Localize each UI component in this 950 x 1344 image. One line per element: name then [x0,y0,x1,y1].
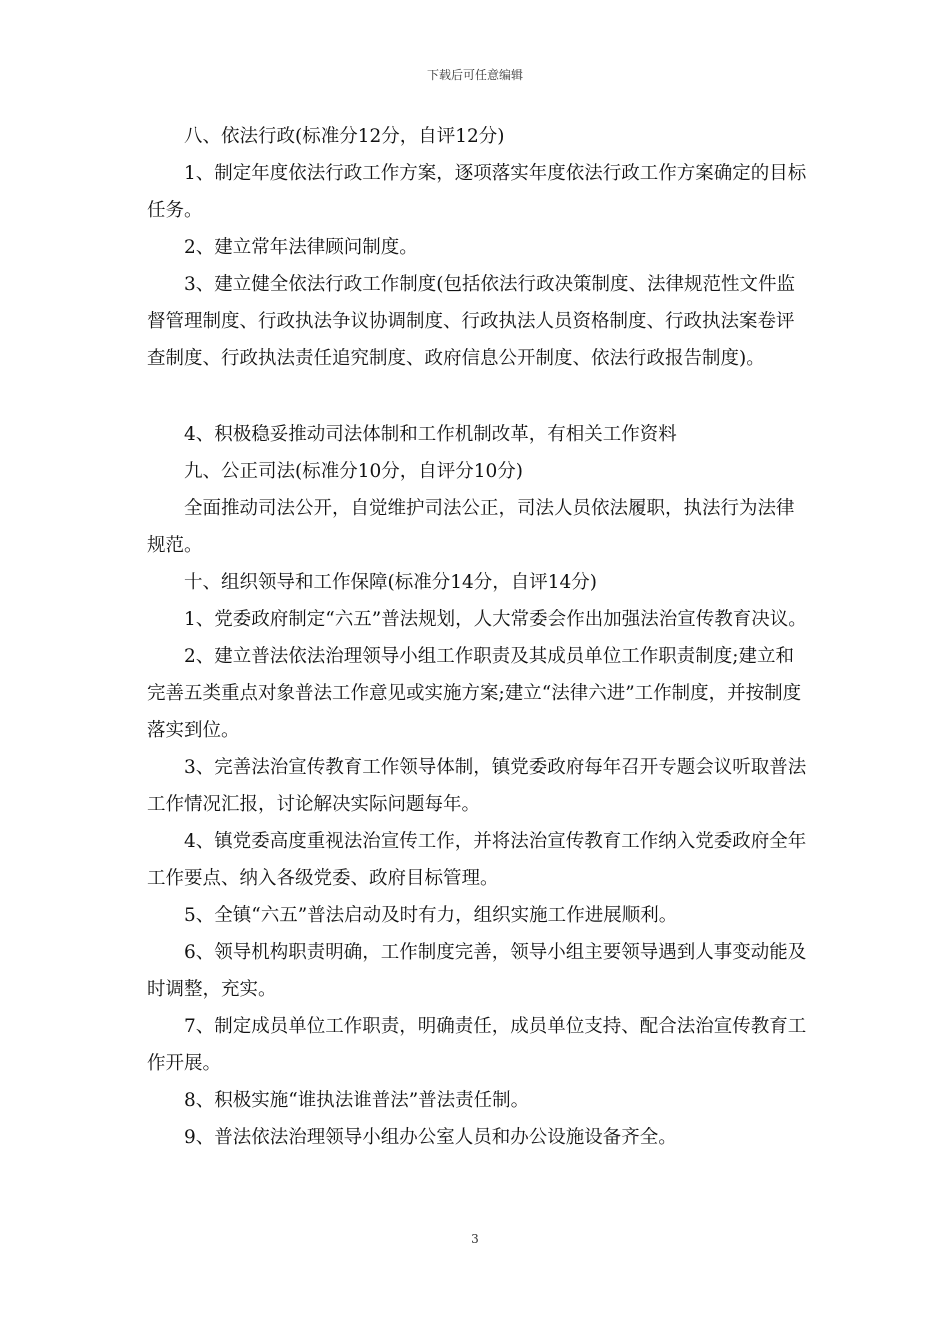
paragraph: 全面推动司法公开，自觉维护司法公正，司法人员依法履职，执法行为法律规范。 [147,498,795,556]
paragraph: 4、镇党委高度重视法治宣传工作，并将法治宣传教育工作纳入党委政府全年工作要点、纳入各级党委、政府目标管理。 [147,831,807,889]
paragraph: 2、建立常年法律顾问制度。 [184,237,418,258]
paragraph: 4、积极稳妥推动司法体制和工作机制改革，有相关工作资料 [184,424,677,445]
paragraph: 6、领导机构职责明确，工作制度完善，领导小组主要领导遇到人事变动能及时调整，充实。 [147,942,807,1000]
paragraph: 3、建立健全依法行政工作制度(包括依法行政决策制度、法律规范性文件监督管理制度、行政执法争议协调制度、行政执法人员资格制度、行政执法案卷评查制度、行政执法责任追究制度、政府信息公开制度、依法行政报告制度)。 [147,274,795,369]
section-heading-nine: 九、公正司法(标准分10分，自评分10分) [184,461,524,482]
paragraph: 8、积极实施“谁执法谁普法”普法责任制。 [184,1090,530,1111]
paragraph: 7、制定成员单位工作职责，明确责任，成员单位支持、配合法治宣传教育工作开展。 [147,1016,807,1074]
paragraph: 1、制定年度依法行政工作方案，逐项落实年度依法行政工作方案确定的目标任务。 [147,163,807,221]
page-number: 3 [471,1232,479,1246]
spacer [147,377,812,416]
paragraph: 5、全镇“六五”普法启动及时有力，组织实施工作进展顺利。 [184,905,678,926]
paragraph: 9、普法依法治理领导小组办公室人员和办公设施设备齐全。 [184,1127,677,1148]
paragraph: 2、建立普法依法治理领导小组工作职责及其成员单位工作职责制度;建立和完善五类重点对象普法工作意见或实施方案;建立“法律六进”工作制度，并按制度落实到位。 [147,646,802,741]
section-heading-ten: 十、组织领导和工作保障(标准分14分，自评14分) [184,572,598,593]
paragraph: 3、完善法治宣传教育工作领导体制，镇党委政府每年召开专题会议听取普法工作情况汇报，讨论解决实际问题每年。 [147,757,807,815]
section-heading-eight: 八、依法行政(标准分12分，自评12分) [184,126,505,147]
paragraph: 1、党委政府制定“六五”普法规划，人大常委会作出加强法治宣传教育决议。 [184,609,807,630]
document-body [147,118,812,1156]
page-header: 下载后可任意编辑 [426,68,523,82]
